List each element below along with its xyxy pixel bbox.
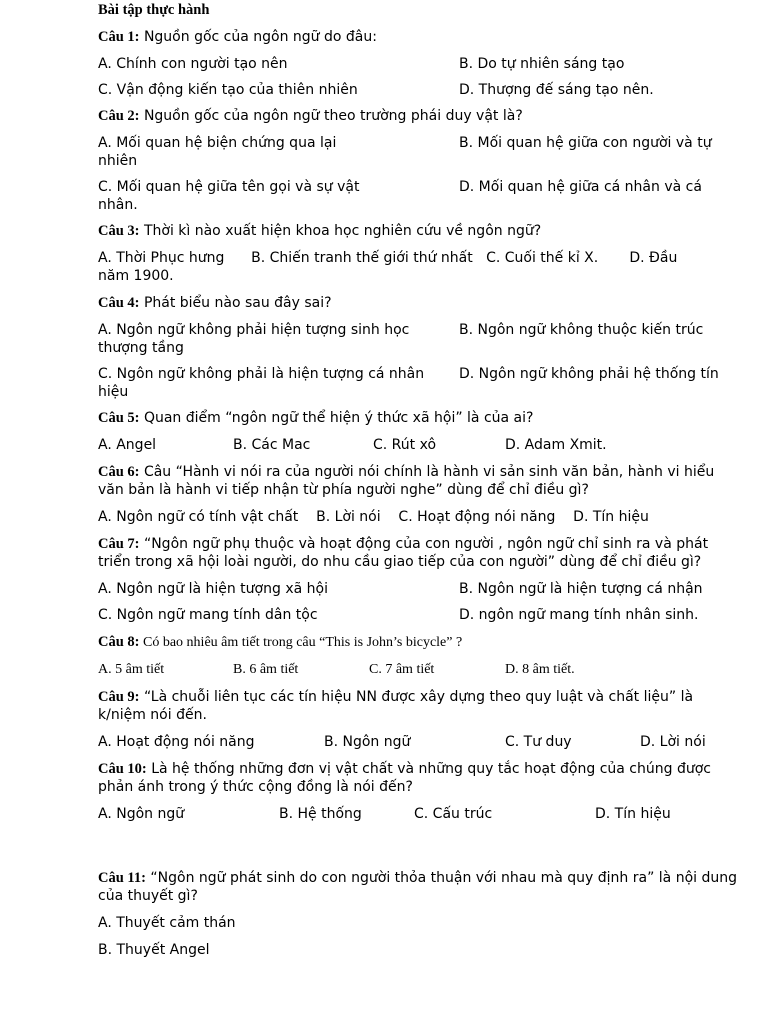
answer-option: A. Hoạt động nói năng [98,734,255,750]
question-number: Câu 5: [98,410,140,426]
answer-row [98,81,743,99]
answer-option: D. 8 âm tiết. [505,662,575,677]
answer-option: D. Tín hiệu [595,806,671,822]
answer-continuation [98,196,743,214]
answer-option: C. Mối quan hệ giữa tên gọi và sự vật [98,179,360,195]
question-5 [98,409,743,427]
answer-option: C. Ngôn ngữ mang tính dân tộc [98,607,318,623]
question-text: “Là chuỗi liên tục các tín hiệu NN được xây dựng theo quy luật và chất liệu” là k/niệm nói đến. [98,689,694,723]
answer-option-wrap: thượng tầng [98,340,184,356]
answer-option: B. Ngôn ngữ [324,734,411,750]
answer-continuation [98,152,743,170]
answer-row [98,134,743,152]
answer-option: B. Ngôn ngữ là hiện tượng cá nhận [459,581,703,597]
answer-option: D. Ngôn ngữ không phải hệ thống tín [459,366,719,382]
answer-option: C. Rút xô [373,437,437,453]
answer-option: A. Thời Phục hưng B. Chiến tranh thế giới thứ nhất C. Cuối thế kỉ X. D. Đầu [98,250,678,266]
question-7 [98,535,743,571]
answer-option: D. Mối quan hệ giữa cá nhân và cá [459,179,702,195]
answer-option: C. Ngôn ngữ không phải là hiện tượng cá nhân [98,366,425,382]
question-text: “Ngôn ngữ phát sinh do con người thỏa thuận với nhau mà quy định ra” là nội dung của thuyết gì? [98,870,737,904]
answer-option: A. Ngôn ngữ không phải hiện tượng sinh học [98,322,410,338]
question-number: Câu 6: [98,464,140,480]
answer-option-wrap: nhiên [98,153,138,169]
question-6 [98,463,743,499]
question-4 [98,294,743,312]
answer-option: B. Ngôn ngữ không thuộc kiến trúc [459,322,704,338]
answer-row [98,580,743,598]
answer-option: B. Thuyết Angel [98,942,210,958]
answer-option: B. 6 âm tiết [233,662,299,677]
answer-option: A. Ngôn ngữ [98,806,185,822]
question-text: Phát biểu nào sau đây sai? [139,295,332,311]
answer-option-wrap: năm 1900. [98,268,174,284]
answer-row [98,436,743,454]
question-9 [98,688,743,724]
answer-option: D. Lời nói [640,734,706,750]
question-11 [98,869,743,905]
question-number: Câu 3: [98,223,140,239]
answer-option: A. Ngôn ngữ có tính vật chất B. Lời nói C. Hoạt động nói năng D. Tín hiệu [98,509,649,525]
question-number: Câu 2: [98,108,140,124]
question-text: Quan điểm “ngôn ngữ thể hiện ý thức xã hội” là của ai? [139,410,534,426]
answer-option: C. 7 âm tiết [369,662,435,677]
question-number: Câu 4: [98,295,140,311]
answer-row [98,249,743,267]
answer-option: B. Các Mac [233,437,311,453]
answer-option: D. Adam Xmit. [505,437,607,453]
answer-option: B. Hệ thống [279,806,362,822]
question-text: “Ngôn ngữ phụ thuộc và hoạt động của con người , ngôn ngữ chỉ sinh ra và phát triển trong xã hội loài người, do nhu cầu giao tiếp của con người” dùng để chỉ điều gì? [98,536,709,570]
answer-option: C. Vận động kiến tạo của thiên nhiên [98,82,358,98]
answer-option: B. Do tự nhiên sáng tạo [459,56,625,72]
answer-row [98,661,743,679]
question-text: Nguồn gốc của ngôn ngữ do đâu: [139,29,377,45]
answer-option: A. 5 âm tiết [98,662,165,677]
answer-option: C. Cấu trúc [414,806,493,822]
answer-option: A. Ngôn ngữ là hiện tượng xã hội [98,581,328,597]
question-text: Là hệ thống những đơn vị vật chất và những quy tắc hoạt động của chúng được phản ánh trong ý thức cộng đồng là nói đến? [98,761,711,795]
question-number: Câu 7: [98,536,140,552]
answer-row [98,733,743,751]
question-number: Câu 10: [98,761,147,777]
question-text: Nguồn gốc của ngôn ngữ theo trường phái duy vật là? [139,108,523,124]
answer-option: A. Chính con người tạo nên [98,56,288,72]
question-text: Câu “Hành vi nói ra của người nói chính là hành vi sản sinh văn bản, hành vi hiểu văn bản là hành vi tiếp nhận từ phía người nghe” dùng để chỉ điều gì? [98,464,715,498]
answer-option: C. Tư duy [505,734,572,750]
question-text: Có bao nhiêu âm tiết trong câu “This is John’s bicycle” ? [139,635,463,650]
answer-option: B. Mối quan hệ giữa con người và tự [459,135,712,151]
question-1 [98,28,743,46]
answer-option: A. Angel [98,437,157,453]
question-3 [98,222,743,240]
question-10 [98,760,743,796]
document-heading: Bài tập thực hành [98,2,210,18]
answer-row [98,321,743,339]
answer-row [98,805,743,823]
question-text: Thời kì nào xuất hiện khoa học nghiên cứu về ngôn ngữ? [139,223,542,239]
question-2 [98,107,743,125]
answer-row [98,55,743,73]
document-page [98,0,743,959]
answer-row [98,178,743,196]
question-number: Câu 1: [98,29,140,45]
answer-option: A. Mối quan hệ biện chứng qua lại [98,135,337,151]
question-number: Câu 11: [98,870,146,886]
answer-option-wrap: hiệu [98,384,129,400]
question-number: Câu 8: [98,634,140,650]
answer-option-wrap: nhân. [98,197,138,213]
spacer [98,823,743,863]
answer-continuation [98,383,743,401]
answer-option: D. Thượng đế sáng tạo nên. [459,82,654,98]
answer-continuation [98,339,743,357]
question-number: Câu 9: [98,689,140,705]
answer-row [98,606,743,624]
answer-option: A. Thuyết cảm thán [98,915,236,931]
answer-option: D. ngôn ngữ mang tính nhân sinh. [459,607,699,623]
answer-continuation [98,267,743,285]
answer-row [98,508,743,526]
answer-row [98,365,743,383]
question-8 [98,633,743,652]
